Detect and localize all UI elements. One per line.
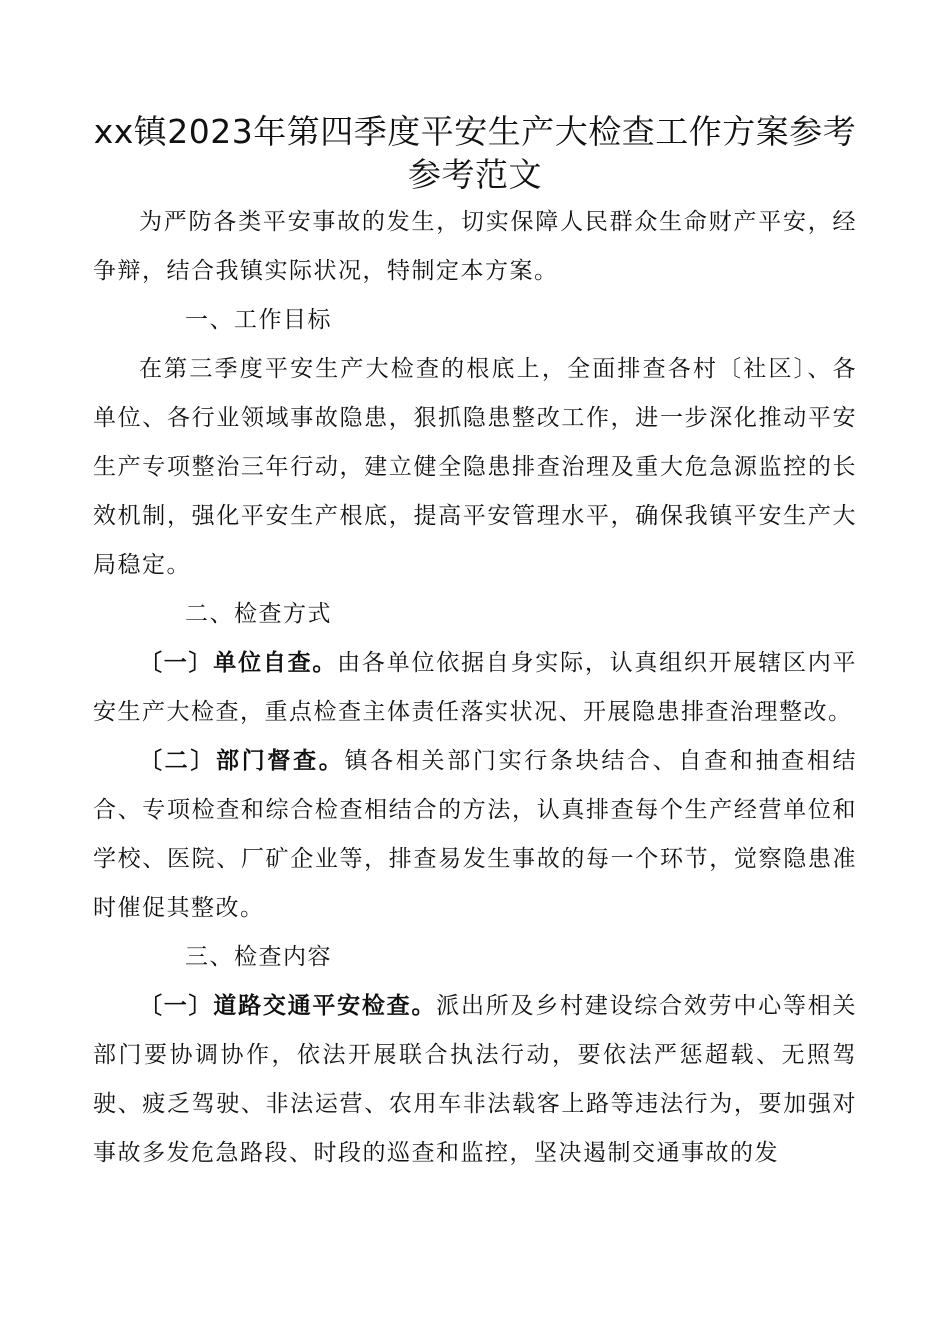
paragraph-text: 派出所及乡村建设综合效劳中心等相关部门要协调协作，依法开展联合执法行动，要依法严惩超载、无照驾驶、疲乏驾驶、非法运营、农用车非法载客上路等违法行为，要加强对事故多发危急路段、时段的巡查和监控，坚决遏制交通事故的发 (93, 993, 858, 1166)
section-heading-content (93, 933, 857, 982)
paragraph-text: 由各单位依据自身实际，认真组织开展辖区内平安生产大检查，重点检查主体责任落实状况、开展隐患排查治理整改。 (93, 650, 858, 725)
document-body (93, 198, 857, 1178)
method-paragraph-self-check (93, 639, 857, 737)
paragraph-lead: 〔二〕部门督查。 (139, 748, 345, 774)
method-paragraph-supervision (93, 737, 857, 933)
document-page (93, 110, 857, 1178)
goals-paragraph (93, 345, 857, 590)
section-heading-text: 一、工作目标 (185, 307, 332, 333)
document-title: xx镇2023年第四季度平安生产大检查工作方案参考参考范文 (93, 112, 857, 194)
section-heading-method (93, 590, 857, 639)
section-heading-text: 三、检查内容 (185, 944, 332, 970)
section-heading-text: 二、检查方式 (185, 601, 332, 627)
section-heading-goals (93, 296, 857, 345)
paragraph-text: 镇各相关部门实行条块结合、自查和抽查相结合、专项检查和综合检查相结合的方法，认真排查每个生产经营单位和学校、医院、厂矿企业等，排查易发生事故的每一个环节，觉察隐患准时催促其整改。 (93, 748, 858, 921)
content-paragraph-traffic (93, 982, 857, 1178)
intro-paragraph: 为严防各类平安事故的发生，切实保障人民群众生命财产平安，经争辩，结合我镇实际状况，特制定本方案。 (93, 209, 857, 284)
paragraph-lead: 〔一〕单位自查。 (139, 650, 338, 676)
paragraph-text: 在第三季度平安生产大检查的根底上，全面排查各村〔社区〕、各单位、各行业领域事故隐患，狠抓隐患整改工作，进一步深化推动平安生产专项整治三年行动，建立健全隐患排查治理及重大危急源监控的长效机制，强化平安生产根底，提高平安管理水平，确保我镇平安生产大局稳定。 (93, 356, 857, 578)
paragraph-lead: 〔一〕道路交通平安检查。 (139, 993, 437, 1019)
